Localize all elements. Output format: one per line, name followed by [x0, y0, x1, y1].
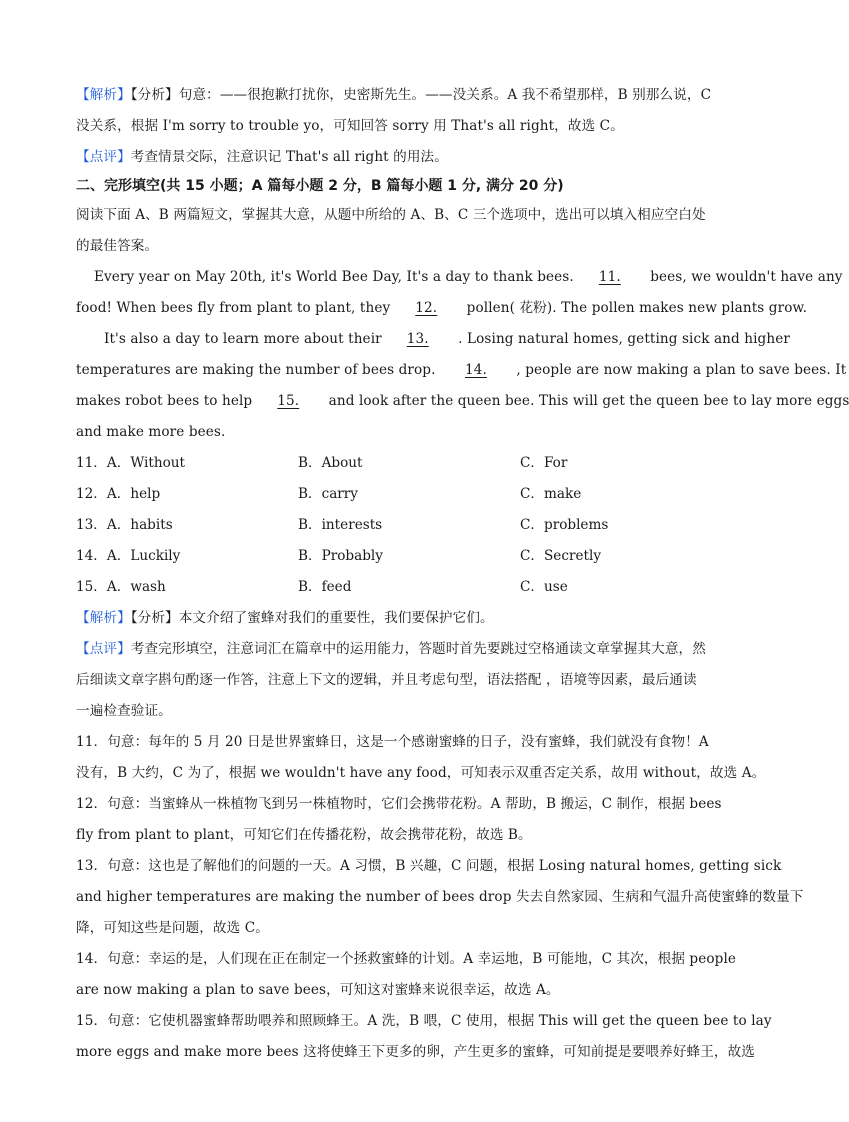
passage-line [76, 262, 843, 293]
analysis-text: 【分析】本文介绍了蜜蜂对我们的重要性，我们要保护它们。 [130, 610, 494, 626]
option-a-text: A．habits [106, 517, 173, 533]
option-c: C．use [520, 579, 568, 595]
passage-text: , people are now making a plan to save bees. It [516, 362, 847, 378]
option-b: B．feed [298, 579, 352, 595]
option-c: C．For [520, 455, 568, 471]
explanation-line: 没有，B 大约，C 为了，根据 we wouldn't have any food，可知表示双重否定关系，故用 without，故选 A。 [76, 765, 766, 781]
instructions-line-1: 阅读下面 A、B 两篇短文，掌握其大意，从题中所给的 A、B、C 三个选项中，选出可以填入相应空白处 [76, 207, 706, 223]
explanation-line: 15．句意：它使机器蜜蜂帮助喂养和照顾蜂王。A 洗，B 喂，C 使用，根据 This will get the queen bee to lay [76, 1013, 772, 1029]
option-a-text: A．help [106, 486, 161, 502]
q-analysis-line-2: 没关系，根据 I'm sorry to trouble yo，可知回答 sorry 用 That's all right，故选 C。 [76, 118, 624, 134]
section-heading: 二、完形填空(共 15 小题；A 篇每小题 2 分，B 篇每小题 1 分, 满分 20 分) [76, 178, 564, 194]
analysis-tag: 【解析】 [76, 610, 131, 626]
passage-text: makes robot bees to help [76, 393, 253, 409]
q-comment-line [76, 142, 748, 173]
comment-tag: 【点评】 [76, 149, 131, 165]
explanation-line: are now making a plan to save bees，可知这对蜜蜂来说很幸运，故选 A。 [76, 982, 560, 998]
passage-comment-line-3: 一遍检查验证。 [76, 703, 172, 719]
explanation-line: 14．句意：幸运的是，人们现在正在制定一个拯救蜜蜂的计划。A 幸运地，B 可能地，C 其次，根据 people [76, 951, 737, 967]
comment-tag: 【点评】 [76, 641, 131, 657]
option-b: B．About [298, 455, 363, 471]
analysis-tag: 【解析】 [76, 87, 131, 103]
explanation-line: more eggs and make more bees 这将使蜂王下更多的卵，产生更多的蜜蜂，可知前提是要喂养好蜂王，故选 [76, 1044, 755, 1060]
passage-text: and look after the queen bee. This will get the queen bee to lay more eggs [328, 393, 849, 409]
passage-line [76, 355, 847, 386]
passage-text: temperatures are making the number of bees drop. [76, 362, 436, 378]
passage-text: food! When bees fly from plant to plant, they [76, 300, 391, 316]
option-a [76, 479, 298, 510]
passage-text: Every year on May 20th, it's World Bee Day, It's a day to thank bees. [94, 269, 574, 285]
explanation-line: 12．句意：当蜜蜂从一株植物飞到另一株植物时，它们会携带花粉。A 帮助，B 搬运，C 制作，根据 bees [76, 796, 722, 812]
option-row-12 [76, 479, 748, 510]
passage-text: pollen( 花粉). The pollen makes new plants grow. [466, 300, 808, 316]
option-a-text: A．Without [106, 455, 186, 471]
passage-line: and make more bees. [76, 424, 226, 440]
analysis-text: 【分析】句意：——很抱歉打扰你，史密斯先生。——没关系。A 我不希望那样，B 别那么说，C [130, 87, 712, 103]
option-row-14 [76, 541, 748, 572]
passage-comment-line-2: 后细读文章字斟句酌逐一作答，注意上下文的逻辑，并且考虑句型，语法搭配 ，语境等因素，最后通读 [76, 672, 697, 688]
blank-12: 12. [415, 300, 438, 316]
blank-13: 13. [406, 331, 429, 347]
option-b: B．carry [298, 486, 358, 502]
explanation-line: 降，可知这些是问题，故选 C。 [76, 920, 269, 936]
explanation-line: and higher temperatures are making the number of bees drop 失去自然家园、生病和气温升高使蜜蜂的数量下 [76, 889, 804, 905]
option-a [76, 510, 298, 541]
passage-text: . Losing natural homes, getting sick and higher [458, 331, 790, 347]
option-c: C．problems [520, 517, 609, 533]
question-number: 11． [76, 455, 107, 471]
passage-text: It's also a day to learn more about their [104, 331, 382, 347]
explanation-line: 11．句意：每年的 5 月 20 日是世界蜜蜂日，这是一个感谢蜜蜂的日子，没有蜜蜂，我们就没有食物！A [76, 734, 709, 750]
passage-line [76, 386, 849, 417]
blank-15: 15. [277, 393, 300, 409]
passage-line [76, 324, 790, 355]
option-a-text: A．Luckily [106, 548, 181, 564]
explanation-line: 13．句意：这也是了解他们的问题的一天。A 习惯，B 兴趣，C 问题，根据 Losing natural homes, getting sick [76, 858, 782, 874]
explanation-line: fly from plant to plant，可知它们在传播花粉，故会携带花粉，故选 B。 [76, 827, 532, 843]
passage-text: bees, we wouldn't have any [650, 269, 843, 285]
q-analysis-line [76, 80, 748, 111]
option-c: C．make [520, 486, 582, 502]
question-number: 14． [76, 548, 107, 564]
comment-text: 考查完形填空，注意词汇在篇章中的运用能力，答题时首先要跳过空格通读文章掌握其大意，然 [130, 641, 706, 657]
blank-11: 11. [598, 269, 621, 285]
question-number: 13． [76, 517, 107, 533]
option-a [76, 541, 298, 572]
document-page [76, 80, 849, 1068]
option-row-15 [76, 572, 748, 603]
passage-line [76, 293, 808, 324]
option-a-text: A．wash [106, 579, 166, 595]
blank-14: 14. [464, 362, 487, 378]
comment-text: 考查情景交际，注意识记 That's all right 的用法。 [130, 149, 448, 165]
option-b: B．interests [298, 517, 383, 533]
option-a [76, 448, 298, 479]
option-row-11 [76, 448, 748, 479]
instructions-line-2: 的最佳答案。 [76, 238, 159, 254]
question-number: 12． [76, 486, 107, 502]
question-number: 15． [76, 579, 107, 595]
option-c: C．Secretly [520, 548, 601, 564]
passage-analysis-line [76, 603, 748, 634]
option-a [76, 572, 298, 603]
option-b: B．Probably [298, 548, 383, 564]
passage-comment-line [76, 634, 748, 665]
option-row-13 [76, 510, 748, 541]
